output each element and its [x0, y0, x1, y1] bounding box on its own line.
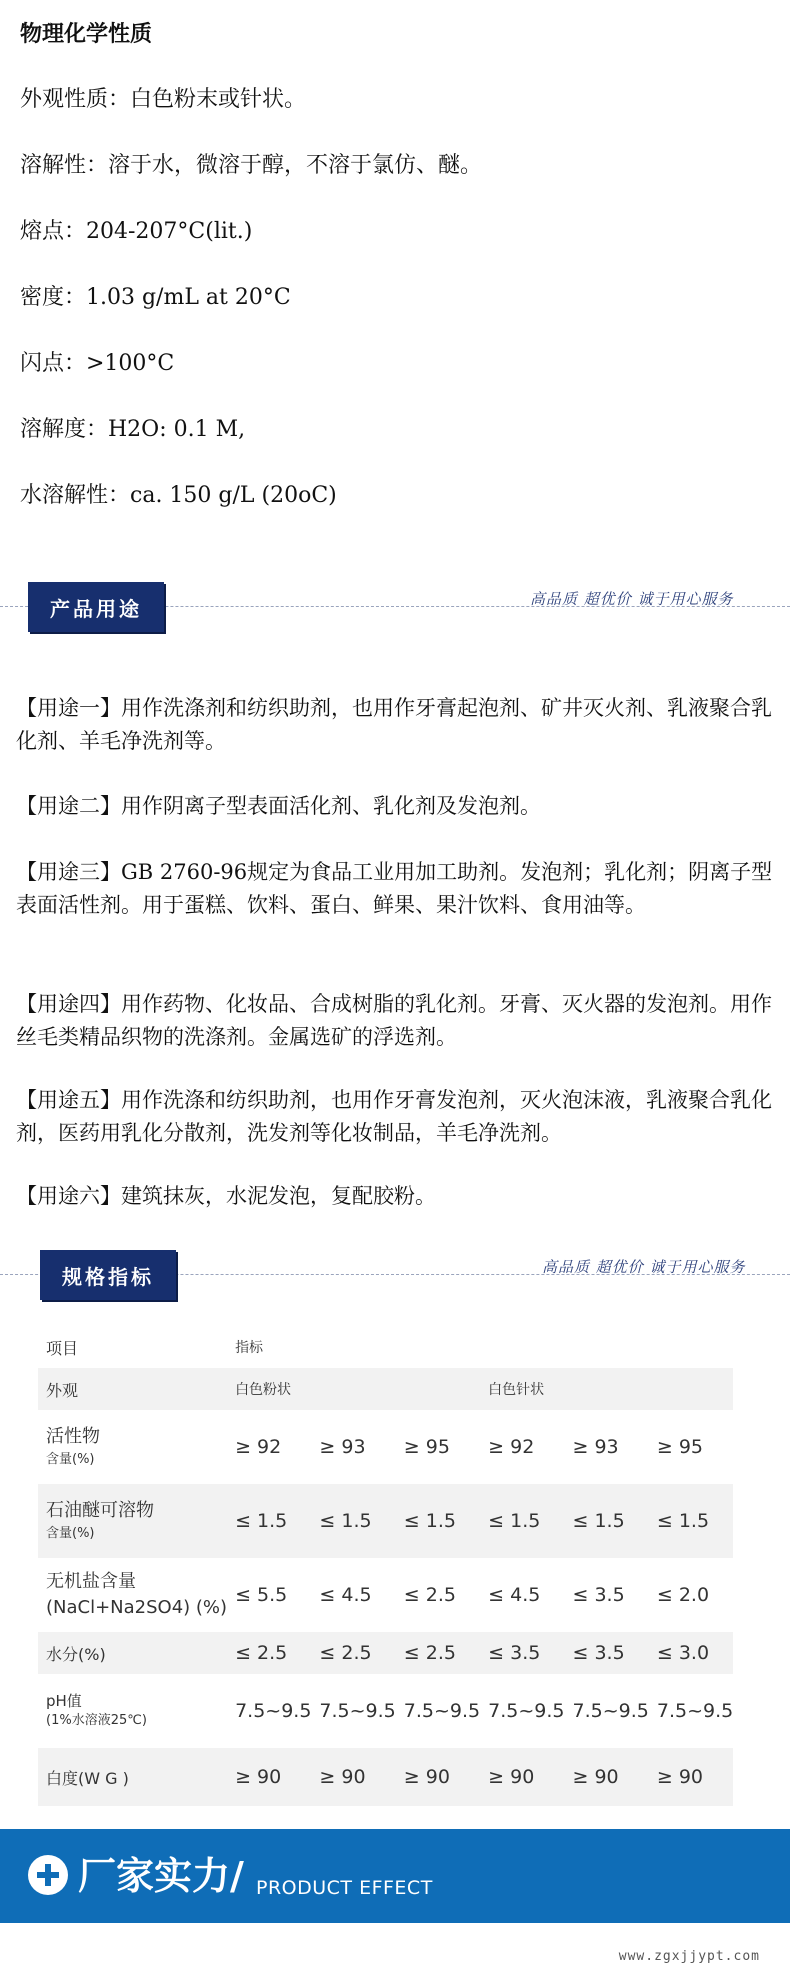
- row-label: 白度(W G ): [46, 1768, 129, 1788]
- table-header-row: [38, 1326, 733, 1368]
- table-cell: ≥ 90: [403, 1766, 450, 1788]
- row-label-main: 石油醚可溶物: [46, 1500, 154, 1521]
- table-cell: 7.5~9.5: [656, 1700, 734, 1722]
- table-cell: ≤ 2.5: [403, 1642, 456, 1664]
- table-row: [38, 1674, 733, 1748]
- table-cell: ≥ 92: [488, 1436, 535, 1458]
- row-label: [38, 1484, 227, 1558]
- property-appearance: 外观性质：白色粉末或针状。: [20, 87, 307, 112]
- table-cell: ≥ 90: [488, 1766, 535, 1788]
- header-index: 指标: [235, 1340, 264, 1356]
- row-label: [38, 1674, 227, 1748]
- table-cell: ≥ 92: [235, 1436, 282, 1458]
- row-label-main: 活性物: [46, 1426, 100, 1447]
- footer-title: 厂家实力/: [78, 1854, 244, 1898]
- usage-item-2: 【用途二】用作阴离子型表面活化剂、乳化剂及发泡剂。: [16, 794, 541, 818]
- properties-title: 物理化学性质: [20, 21, 153, 47]
- table-cell: 7.5~9.5: [235, 1700, 312, 1722]
- footer-banner: [0, 1829, 790, 1923]
- table-cell: ≤ 2.5: [319, 1642, 372, 1664]
- usage-item-3: 【用途三】GB 2760-96规定为食品工业用加工助剂。发泡剂；乳化剂；阴离子型表面活性剂。用于蛋糕、饮料、蛋白、鲜果、果汁饮料、食用油等。: [16, 860, 773, 917]
- property-melting-point: 熔点：204-207°C(lit.): [20, 219, 253, 244]
- table-cell: ≤ 5.5: [235, 1584, 288, 1606]
- table-cell: ≤ 4.5: [319, 1584, 372, 1606]
- footer-subtitle: PRODUCT EFFECT: [256, 1877, 433, 1899]
- table-cell: ≥ 93: [319, 1436, 366, 1458]
- table-cell: 7.5~9.5: [572, 1700, 649, 1722]
- appearance-needle: 白色针状: [488, 1382, 545, 1398]
- row-label-main-2: (NaCl+Na2SO4) (%): [46, 1597, 228, 1618]
- appearance-powder: 白色粉状: [235, 1382, 292, 1398]
- table-row: [38, 1748, 733, 1806]
- row-label-sub: 含量(%): [46, 1526, 95, 1541]
- table-cell: ≥ 90: [656, 1766, 703, 1788]
- table-cell: 7.5~9.5: [319, 1700, 396, 1722]
- row-label: 外观: [46, 1380, 79, 1400]
- table-cell: ≤ 2.0: [656, 1584, 710, 1606]
- property-density: 密度：1.03 g/mL at 20°C: [20, 285, 291, 310]
- table-cell: ≥ 95: [403, 1436, 450, 1458]
- row-label-sub: (1%水溶液25℃): [46, 1713, 147, 1728]
- table-cell: ≥ 90: [235, 1766, 282, 1788]
- header-item: 项目: [46, 1338, 79, 1358]
- row-label: [38, 1558, 227, 1632]
- plus-circle-icon: [28, 1855, 68, 1895]
- table-cell: ≤ 1.5: [235, 1510, 288, 1532]
- table-cell: ≥ 95: [656, 1436, 703, 1458]
- row-label: 水分(%): [46, 1644, 106, 1664]
- table-row-appearance: [38, 1368, 733, 1410]
- usage-banner-slogan: 高品质 超优价 诚于用心服务: [530, 590, 734, 608]
- property-solubility-h2o: 溶解度：H2O: 0.1 M,: [20, 417, 246, 442]
- table-cell: ≤ 4.5: [488, 1584, 541, 1606]
- table-cell: ≤ 1.5: [319, 1510, 372, 1532]
- table-cell: ≤ 1.5: [572, 1510, 625, 1532]
- spec-banner-slogan: 高品质 超优价 诚于用心服务: [542, 1258, 746, 1276]
- website-watermark: www.zgxjjypt.com: [618, 1949, 760, 1964]
- usage-item-1: 【用途一】用作洗涤剂和纺织助剂，也用作牙膏起泡剂、矿井灭火剂、乳液聚合乳化剂、羊毛净洗剂等。: [16, 696, 772, 753]
- table-cell: ≤ 3.0: [656, 1642, 710, 1664]
- row-label-main: 无机盐含量: [46, 1571, 136, 1592]
- usage-item-6: 【用途六】建筑抹灰，水泥发泡，复配胶粉。: [16, 1184, 436, 1208]
- table-cell: ≤ 1.5: [656, 1510, 710, 1532]
- table-cell: ≤ 3.5: [572, 1584, 625, 1606]
- spec-table: [38, 1326, 733, 1806]
- table-cell: ≥ 90: [319, 1766, 366, 1788]
- table-cell: ≤ 3.5: [572, 1642, 625, 1664]
- table-row: [38, 1632, 733, 1674]
- property-flash-point: 闪点：>100°C: [20, 351, 175, 376]
- usage-item-4: 【用途四】用作药物、化妆品、合成树脂的乳化剂。牙膏、灭火器的发泡剂。用作丝毛类精品织物的洗涤剂。金属选矿的浮选剂。: [16, 992, 772, 1049]
- table-cell: ≤ 2.5: [235, 1642, 288, 1664]
- spec-banner-label: 规格指标: [40, 1250, 176, 1300]
- table-cell: ≤ 1.5: [403, 1510, 456, 1532]
- usage-banner-label: 产品用途: [28, 582, 164, 632]
- table-cell: 7.5~9.5: [403, 1700, 481, 1722]
- usage-banner: [0, 582, 790, 632]
- row-label-main: pH值: [46, 1692, 82, 1710]
- table-cell: ≥ 90: [572, 1766, 619, 1788]
- table-row: [38, 1410, 733, 1484]
- table-cell: 7.5~9.5: [488, 1700, 565, 1722]
- table-cell: ≥ 93: [572, 1436, 619, 1458]
- row-label-sub: 含量(%): [46, 1452, 95, 1467]
- table-row: [38, 1558, 733, 1632]
- property-water-solubility: 水溶解性：ca. 150 g/L (20oC): [20, 483, 337, 508]
- table-row: [38, 1484, 733, 1558]
- table-cell: ≤ 3.5: [488, 1642, 541, 1664]
- row-label: [38, 1410, 227, 1484]
- table-cell: ≤ 2.5: [403, 1584, 456, 1606]
- usage-item-5: 【用途五】用作洗涤和纺织助剂，也用作牙膏发泡剂，灭火泡沫液，乳液聚合乳化剂，医药用乳化分散剂，洗发剂等化妆制品，羊毛净洗剂。: [16, 1088, 772, 1145]
- table-cell: ≤ 1.5: [488, 1510, 541, 1532]
- property-solubility: 溶解性：溶于水，微溶于醇，不溶于氯仿、醚。: [20, 153, 483, 178]
- spec-banner: [0, 1250, 790, 1300]
